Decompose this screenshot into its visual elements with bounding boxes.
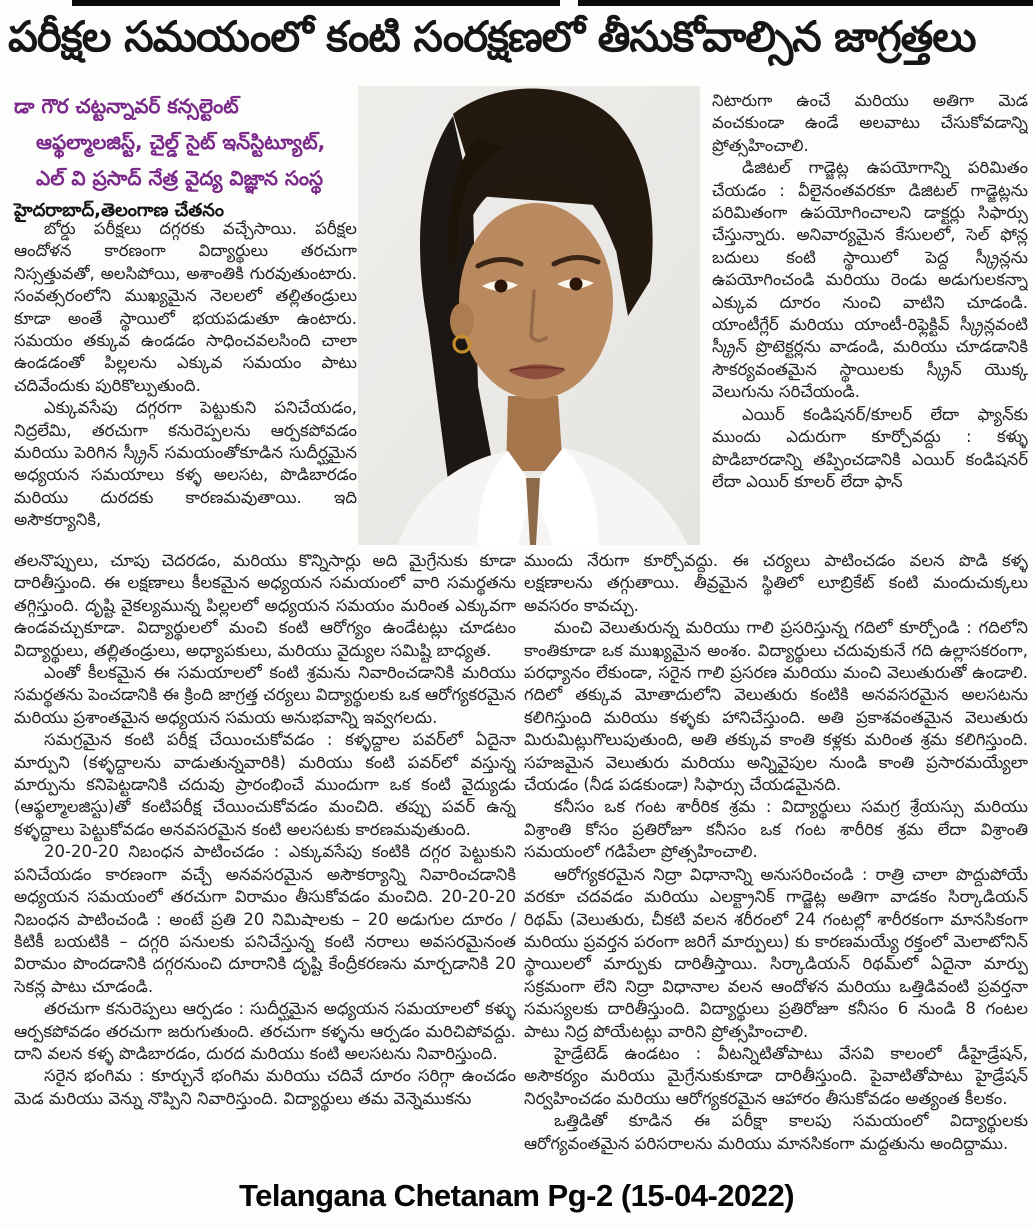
article-paragraph: బోర్డు పరీక్షలు దగ్గరకు వచ్చేసాయి. పరీక్షల ఆందోళన కారణంగా విద్యార్థులు తరచుగా నిస్సత్తువతో, అలసిపోయి, అశాంతికి గురవుతుంటారు. సంవత్సరంలోని ముఖ్యమైన నెలలలో తల్లితండ్రులు కూడా అంతే స్థాయిలో భయపడుతూ ఉంటారు. సమయం తక్కువ ఉండడం సాధించవలసింది చాలా ఉండడంతో పిల్లలను ఎక్కువ సమయం పాటు చదివేందుకు పురికొల్పుతుంది. — [14, 219, 357, 395]
article-paragraph: తరచుగా కనురెప్పలు ఆర్పడం : సుదీర్ఘమైన అధ్యయన సమయాలలో కళ్ళు ఆర్పకపోవడం తరచుగా జరుగుతుంది. తరచుగా కళ్ళను ఆర్పడం మరిచిపోవద్దు. దాని వలన కళ్ళ పొడిబారడం, దురద మరియు కంటి అలసటను నివారిస్తుంది. — [14, 999, 516, 1063]
column-right-top — [712, 90, 1028, 546]
article-paragraph: ముందు నేరుగా కూర్చోవద్దు. ఈ చర్యలు పాటించడం వలన పొడి కళ్ళ లక్షణాలను తగ్గుతాయి. తీవ్రమైన స్థితిలో లూబ్రికేట్ కంటి మందుచుక్కలు అవసరం కావచ్చు. — [524, 551, 1028, 615]
scan-artifact-bar — [72, 0, 560, 6]
article-paragraph: 20-20-20 నిబంధన పాటించడం : ఎక్కువసేపు కంటికి దగ్గర పెట్టుకుని పనిచేయడం కారణంగా వచ్చే అనవసరమైన అసౌకర్యాన్ని నివారించడానికి అధ్యయన సమయంలో తరచుగా విరామం తీసుకోవడం మంచిది. 20-20-20 నిబంధన పాటించండి : అంటే ప్రతి 20 నిమిషాలకు – 20 అడుగుల దూరం / కిటికీ బయటికి – దగ్గరి పనులకు పనిచేస్తున్న కంటి నరాలు అవసరమైనంత విరామం పొందడానికి దగ్గరనుంచి దూరానికి దృష్టి కేంద్రీకరణను మార్చడానికి 20 సెకన్ల పాటు చూడండి. — [14, 842, 516, 996]
dateline: హైదరాబాద్,తెలంగాణ చేతనం — [14, 200, 225, 221]
column-left-top — [14, 218, 357, 546]
byline-line-3: ఎల్ వి ప్రసాద్ నేత్ర వైద్య విజ్ఞాన సంస్థ — [36, 166, 324, 190]
article-headline: పరీక్షల సమయంలో కంటి సంరక్షణలో తీసుకోవాల్సిన జాగ్రత్తలు — [8, 12, 976, 61]
article-paragraph: ఎయిర్ కండిషనర్/కూలర్ లేదా ఫ్యాన్‌కు ముందు ఎదురుగా కూర్చోవద్దు : కళ్ళు పొడిబారడాన్ని తప్పించడానికి ఎయిర్ కండిషనర్ లేదా ఎయిర్ కూలర్ లేదా ఫాన్ — [712, 404, 1028, 491]
byline-block — [14, 88, 354, 224]
scan-artifact-bar — [578, 0, 1033, 6]
article-paragraph: డిజిటల్ గాడ్జెట్ల ఉపయోగాన్ని పరిమితం చేయడం : వీలైనంతవరకూ డిజిటల్ గాడ్జెట్లను పరిమితంగా ఉపయోగించాలని డాక్టర్లు సిఫార్సు చేస్తున్నారు. అనివార్యమైన కేసులలో, సెల్ ఫోన్ల బదులు కంటి స్థాయిలో పెద్ద స్క్రీన్లను ఉపయోగించండి మరియు రెండు అడుగులకన్నా ఎక్కువ దూరం నుంచి వాటిని చూడండి. యాంటీగ్లేర్ మరియు యాంటీ-రిఫ్లెక్టివ్ స్క్రీన్లవంటి స్క్రీన్ ప్రొటెక్టర్లను వాడండి, మరియు చూడడానికి సౌకర్యవంతమైన స్థాయిలకు స్క్రీన్ యొక్క వెలుగును సరిచేయండి. — [712, 158, 1028, 402]
article-paragraph: మంచి వెలుతురున్న మరియు గాలి ప్రసరిస్తున్న గదిలో కూర్చోండి : గదిలోని కాంతికూడా ఒక ముఖ్యమైన అంశం. విద్యార్థులు చదువుకునే గది ఉల్లాసకరంగా, పరధ్యానం లేకుండా, సరైన గాలి ప్రసరణ మరియు మంచి వెలుతురుతో ఉండాలి. గదిలో తక్కువ మోతాదులోని వెలుతురు కంటికి అనవసరమైన అలసటను కలిగిస్తుంది మరియు కళ్ళకు హానిచేస్తుంది. అతి ప్రకాశవంతమైన వెలుతురు మిరుమిట్లుగొలుపుతుంది, అతి తక్కువ కాంతి కళ్లకు మరింత శ్రమ కలిగిస్తుంది. సహజమైన వెలుతురు మరియు అన్నివైపుల నుండి కాంతి ప్రసారమయ్యేలా చేయడం (నీడ పడకుండా) సిఫార్సు చేయడమైనది. — [524, 618, 1028, 795]
article-paragraph: సమగ్రమైన కంటి పరీక్ష చేయించుకోవడం : కళ్ళద్దాల పవర్‌లో ఏదైనా మార్పుని (కళ్ళద్దాలను వాడుతున్నవారికి) మరియు కంటి పవర్‌లో వస్తున్న మార్పును కనిపెట్టడానికి చదువు ప్రారంభించే ముందుగా ఒక కంటి వైద్యుడు (ఆఫ్థల్మాలజిస్టు)తో కంటిపరీక్ష చేయించుకోవడం మంచిది. తప్పు పవర్ ఉన్న కళ్ళద్దాలు పెట్టుకోవడం అనవసరమైన కంటి అలసటకు కారణమవుతుంది. — [14, 730, 516, 839]
article-paragraph: తలనొప్పులు, చూపు చెదరడం, మరియు కొన్నిసార్లు అది మైగ్రేనుకు కూడా దారితీస్తుంది. ఈ లక్షణాలు కీలకమైన అధ్యయన సమయంలో వారి సమర్థతను తగ్గిస్తుంది. దృష్టి వైకల్యమున్న పిల్లలలో అధ్యయన సమయం మరింత ఎక్కువగా ఉండవచ్చుకూడా. విద్యార్థులలో మంచి కంటి ఆరోగ్యం ఉండేటట్లు చూడటం విద్యార్థులు, తల్లితండ్రులు, అధ్యాపకులు, మరియు వైద్యుల సమిష్టి బాధ్యత. — [14, 551, 516, 660]
byline-line-2: ఆఫ్థల్మాలజిస్ట్, చైల్డ్ సైట్ ఇన్‌స్టిట్యూట్, — [36, 130, 326, 154]
article-paragraph: కనీసం ఒక గంట శారీరిక శ్రమ : విద్యార్థులు సమగ్ర శ్రేయస్సు మరియు విశ్రాంతి కోసం ప్రతిరోజూ కనీసం ఒక గంట శారీరిక శ్రమ లేదా విశ్రాంతి సమయంలో గడిపేలా ప్రోత్సహించాలి. — [524, 797, 1028, 862]
article-paragraph: ఆరోగ్యకరమైన నిద్రా విధానాన్ని అనుసరించండి : రాత్రి చాలా పొద్దుపోయే వరకూ చదవడం మరియు ఎలక్ట్రానిక్ గాడ్జెట్ల అతిగా వాడకం సిర్కాడియన్ రిథమ్ (వెలుతురు, చీకటి వలన శరీరంలో 24 గంటల్లో శారీరకంగా మానసికంగా మరియు ప్రవర్తన పరంగా జరిగే మార్పులు) కు కారణమయ్యే రక్తంలో మెలాటోనిన్ స్థాయిలలో మార్పుకు దారితీస్తాయి. సిర్కాడియన్ రిథమ్‌లో ఏదైనా మార్పు సక్రమంగా లేని నిద్రా విధానాల వలన ఆందోళన మరియు ఒత్తిడివంటి ప్రవర్తనా సమస్యలకు దారితీస్తుంది. విద్యార్థులు ప్రతిరోజూ కనీసం 6 నుండి 8 గంటల పాటు నిద్ర పోయేటట్లు వారిని ప్రోత్సహించాలి. — [524, 864, 1028, 1041]
column-left-bottom — [14, 550, 516, 1168]
article-paragraph: ఎక్కువసేపు దగ్గరగా పెట్టుకుని పనిచేయడం, నిద్రలేమి, తరచుగా కనురెప్పలను ఆర్పకపోవడం మరియు పెరిగిన స్క్రీన్ సమయంతోకూడిన సుదీర్ఘమైన అధ్యయన సమయాలు కళ్ళ అలసట, పొడిబారడం మరియు దురదకు కారణమవుతాయి. ఇది అసౌకర్యానికి, — [14, 398, 357, 530]
source-caption: Telangana Chetanam Pg-2 (15-04-2022) — [238, 1178, 795, 1213]
article-paragraph: ఒత్తిడితో కూడిన ఈ పరీక్షా కాలపు సమయంలో విద్యార్థులకు ఆరోగ్యవంతమైన పరిసరాలను మరియు మానసికంగా మద్దతును అందిద్దాము. — [524, 1111, 1028, 1153]
article-paragraph: నిటారుగా ఉంచే మరియు అతిగా మెడ వంచకుండా ఉండే అలవాటు చేసుకోవడాన్ని ప్రోత్సహించాలి. — [712, 91, 1028, 155]
byline-line-1: డా గౌర చట్టన్నావర్ కన్సల్టెంట్ — [14, 94, 239, 118]
column-right-bottom — [524, 550, 1028, 1168]
portrait-illustration — [358, 86, 700, 545]
doctor-portrait-photo — [358, 86, 700, 545]
article-paragraph: హైడ్రేటెడ్ ఉండటం : వీటన్నిటితోపాటు వేసవి కాలంలో డీహైడ్రేషన్, అసౌకర్యం మరియు మైగ్రేనుకుకూడా దారితీస్తుంది. పైవాటితోపాటు హైడ్రేషన్ నిర్వహించడం మరియు ఆరోగ్యకరమైన ఆహారం తీసుకోవడం అత్యంత కీలకం. — [524, 1043, 1028, 1108]
article-paragraph: సరైన భంగిమ : కూర్చునే భంగిమ మరియు చదివే దూరం సరిగ్గా ఉంచడం మెడ మరియు వెన్ను నొప్పిని నివారిస్తుంది. విద్యార్థులు తమ వెన్నెముకను — [14, 1066, 516, 1108]
article-paragraph: ఎంతో కీలకమైన ఈ సమయాలలో కంటి శ్రమను నివారించడానికి మరియు సమర్థతను పెంచడానికి ఈ క్రింది జాగ్రత్త చర్యలు విద్యార్థులకు ఒక ఆరోగ్యకరమైన మరియు ప్రశాంతమైన అధ్యయన సమయ అనుభవాన్ని ఇవ్వగలదు. — [14, 663, 516, 727]
